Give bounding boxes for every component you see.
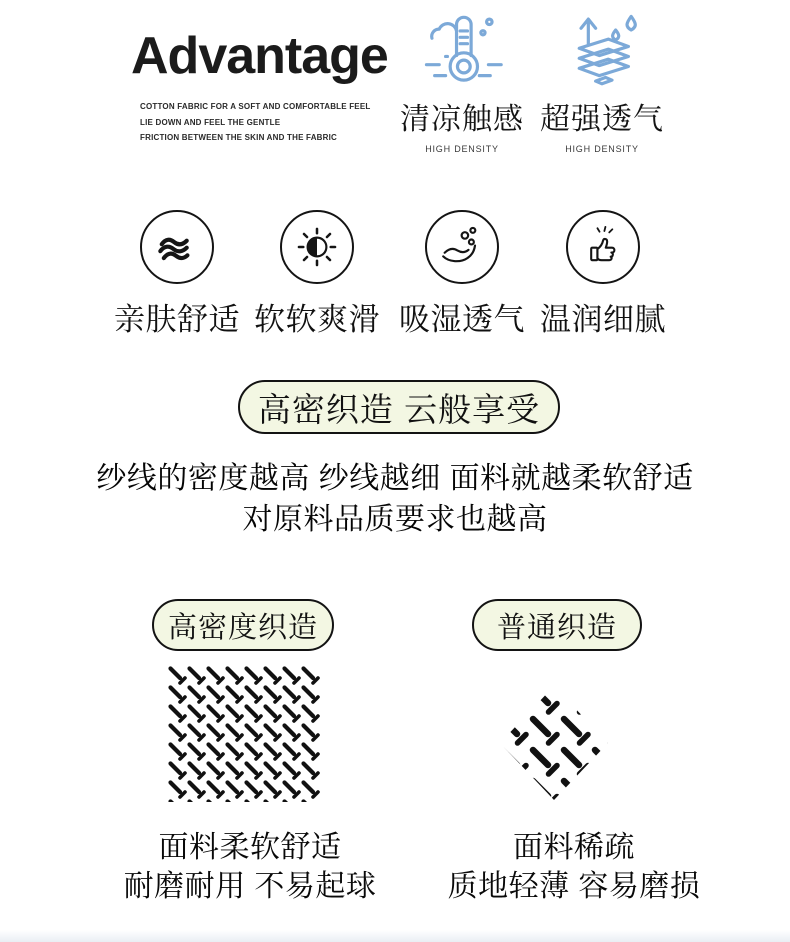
- subtitle-line: COTTON FABRIC FOR A SOFT AND COMFORTABLE FEEL: [140, 102, 371, 111]
- top-feature-label: 清凉触感: [400, 103, 524, 136]
- page-subtitle: [140, 99, 370, 146]
- feature-label: 软软爽滑: [254, 302, 380, 337]
- hand-moisture-icon: [425, 210, 499, 284]
- top-feature-sublabel: HIGH DENSITY: [565, 144, 639, 154]
- feature-soft-smooth: [242, 210, 392, 339]
- feature-moisture-breathable: [387, 210, 537, 339]
- caption-dense-weave: [105, 828, 395, 906]
- caption-line: 质地轻薄 容易磨损: [447, 870, 701, 903]
- top-feature-label: 超强透气: [540, 103, 664, 136]
- tag-normal-weave: 普通织造: [472, 599, 642, 651]
- feature-fine-texture: [528, 210, 678, 339]
- thumbs-up-icon: [566, 210, 640, 284]
- feature-label: 温润细腻: [540, 302, 666, 337]
- cool-thermometer-icon: [382, 10, 542, 92]
- subtitle-line: LIE DOWN AND FEEL THE GENTLE: [140, 117, 281, 127]
- feature-skin-friendly: [102, 210, 252, 339]
- top-feature-cool-touch: [382, 10, 542, 154]
- banner-high-density: 高密织造 云般享受: [238, 380, 560, 434]
- page-title: Advantage: [131, 27, 388, 85]
- feature-label: 吸湿透气: [399, 302, 525, 337]
- feature-label: 亲肤舒适: [114, 302, 240, 337]
- description-text: [0, 458, 790, 540]
- caption-line: 面料柔软舒适: [158, 831, 342, 864]
- tag-high-density-weave: 高密度织造: [152, 599, 334, 651]
- top-feature-breathable: [522, 10, 682, 154]
- sparse-weave-pattern: [498, 684, 610, 802]
- bottom-fade-strip: [0, 930, 790, 942]
- description-line: 对原料品质要求也越高: [242, 503, 548, 536]
- caption-line: 面料稀疏: [513, 831, 635, 864]
- sun-halftone-icon: [280, 210, 354, 284]
- fabric-waves-icon: [140, 210, 214, 284]
- description-line: 纱线的密度越高 纱线越细 面料就越柔软舒适: [96, 462, 694, 495]
- subtitle-line: FRICTION BETWEEN THE SKIN AND THE FABRIC: [140, 133, 338, 142]
- dense-weave-pattern: [168, 666, 320, 802]
- top-feature-sublabel: HIGH DENSITY: [425, 144, 499, 154]
- caption-line: 耐磨耐用 不易起球: [123, 870, 377, 903]
- caption-sparse-weave: [424, 828, 724, 906]
- breathable-layers-icon: [522, 10, 682, 92]
